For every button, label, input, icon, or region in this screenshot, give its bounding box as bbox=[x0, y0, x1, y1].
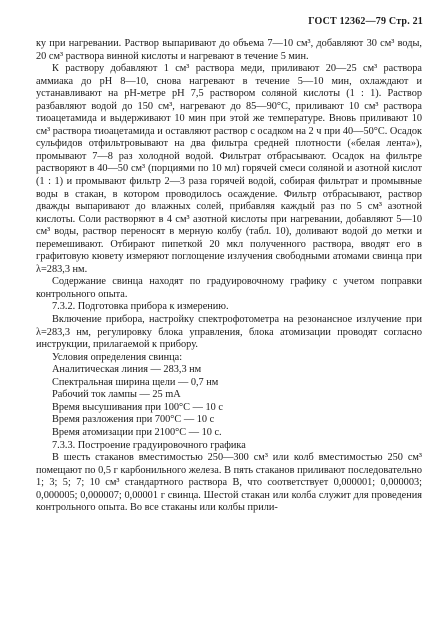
condition-item: Спектральная ширина щели — 0,7 нм bbox=[52, 376, 219, 388]
condition-item: Время разложения при 700°С — 10 с bbox=[52, 414, 215, 426]
paragraph-instrument-setup: Включение прибора, настройку спектрофотометра на резонансное излучение при λ=283,3 нм, регулировку блока управления, блока атомизации проводят согласно инструкции, прилагаемой к прибору. bbox=[36, 314, 422, 351]
conditions-heading: Условия определения свинца: bbox=[52, 351, 183, 363]
document-body bbox=[36, 38, 422, 515]
condition-item: Время высушивания при 100°С — 10 с bbox=[52, 401, 223, 413]
section-heading-7-3-3: 7.3.3. Построение градуировочного графика bbox=[52, 439, 246, 451]
paragraph-calibration: В шесть стаканов вместимостью 250—300 см³ или колб вместимостью 250 см³ помещают по 0,5 г карбонильного железа. В пять стаканов приливают последовательно 1; 3; 5; 7; 10 см³ стандартного раствора В, что соответствует 0,000001; 0,000003; 0,000005; 0,000007; 0,00001 г свинца. Шестой стакан или колба служит для проведения контрольного опыта. Во все стаканы или колбы прили- bbox=[36, 452, 422, 514]
conditions-list bbox=[36, 364, 422, 439]
condition-item: Время атомизации при 2100°С — 10 с. bbox=[52, 426, 222, 438]
paragraph-procedure: К раствору добавляют 1 см³ раствора меди, приливают 20—25 см³ раствора аммиака до рН 8—10, снова нагревают в течение 5—10 мин, охлаждают и устанавливают на рН-метре рН 7,5 раствором соляной кислоты (1 : 1). Раствор разбавляют водой до 150 см³, нагревают до 85—90°С, приливают 10 см³ раствора тиоацетамида и выдерживают 10 мин при этой же температуре. Вновь приливают 10 см³ раствора тиоацетамида и оставляют раствор с осадком на 2 ч при 40—50°С. Осадок сульфидов отфильтровывают на два фильтра средней плотности («белая лента»), промывают 7—8 раз холодной водой. Фильтрат отбрасывают. Осадок на фильтре растворяют в 40—50 см³ (порциями по 10 мл) горячей смеси соляной и азотной кислот (1 : 1) и промывают фильтр 2—3 раза горячей водой, собирая фильтрат и промывные воды в стакан, в котором проводилось осаждение. Фильтр отбрасывают, раствор дважды выпаривают до влажных солей, прибавляя каждый раз по 5 см³ азотной кислоты. Соли растворяют в 4 см³ азотной кислоты при нагревании, добавляют 5—10 см³ воды, раствор переносят в мерную колбу (табл. 10), доливают водой до метки и перемешивают. Отбирают пипеткой 20 мкл полученного раствора, вводят его в графитовую кювету измеряют поглощение излучения свободными атомами свинца при λ=283,3 нм. bbox=[36, 63, 422, 275]
condition-item: Аналитическая линия — 283,3 нм bbox=[52, 364, 202, 376]
paragraph-continuation: ку при нагревании. Раствор выпаривают до объема 7—10 см³, добавляют 30 см³ воды, 20 см³ раствора винной кислоты и нагревают в течение 5 мин. bbox=[36, 38, 422, 62]
section-heading-7-3-2: 7.3.2. Подготовка прибора к измерению. bbox=[52, 301, 229, 313]
page-header: ГОСТ 12362—79 Стр. 21 bbox=[308, 16, 423, 27]
condition-item: Рабочий ток лампы — 25 mA bbox=[52, 389, 181, 401]
paragraph-lead-content: Содержание свинца находят по градуировочному графику с учетом поправки контрольного опыта. bbox=[36, 276, 422, 300]
